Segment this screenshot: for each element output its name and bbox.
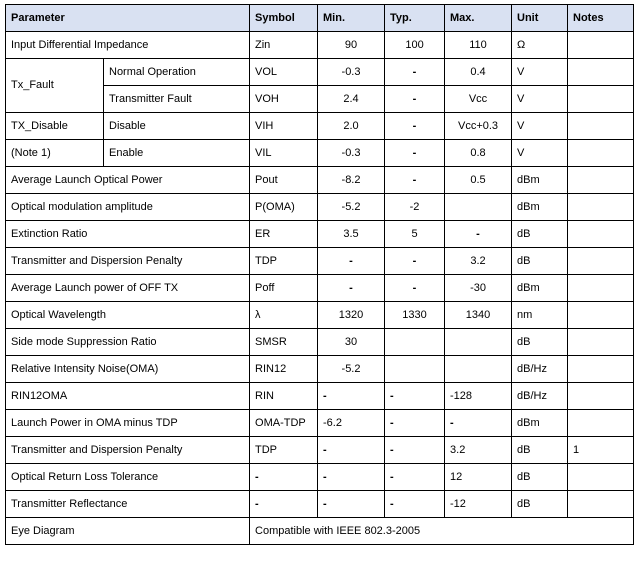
min-cell: -5.2 [318, 356, 385, 383]
parameter-cell: Transmitter Reflectance [6, 491, 250, 518]
unit-cell: V [512, 113, 568, 140]
min-cell: 90 [318, 32, 385, 59]
table-row [6, 248, 634, 275]
table-row [6, 437, 634, 464]
unit-cell: dB/Hz [512, 383, 568, 410]
max-cell: 3.2 [445, 437, 512, 464]
min-cell: 1320 [318, 302, 385, 329]
unit-cell: dB [512, 329, 568, 356]
symbol-cell: VIL [250, 140, 318, 167]
table-row [6, 491, 634, 518]
max-cell: 3.2 [445, 248, 512, 275]
parameter-cell: Average Launch Optical Power [6, 167, 250, 194]
unit-cell: dB [512, 491, 568, 518]
notes-cell [568, 383, 634, 410]
header-min: Min. [318, 5, 385, 32]
typ-cell: - [385, 59, 445, 86]
min-cell: -8.2 [318, 167, 385, 194]
table-row [6, 140, 634, 167]
parameter-cell: Optical Wavelength [6, 302, 250, 329]
parameter-cell: Transmitter and Dispersion Penalty [6, 248, 250, 275]
notes-cell [568, 194, 634, 221]
typ-cell: - [385, 275, 445, 302]
unit-cell: dB [512, 437, 568, 464]
symbol-cell: OMA-TDP [250, 410, 318, 437]
notes-cell [568, 491, 634, 518]
table-row [6, 194, 634, 221]
symbol-cell: RIN12 [250, 356, 318, 383]
max-cell: - [445, 410, 512, 437]
symbol-cell: RIN [250, 383, 318, 410]
header-notes: Notes [568, 5, 634, 32]
parameter-cell: Optical Return Loss Tolerance [6, 464, 250, 491]
min-cell: 3.5 [318, 221, 385, 248]
symbol-cell: ER [250, 221, 318, 248]
symbol-cell: SMSR [250, 329, 318, 356]
max-cell: Vcc+0.3 [445, 113, 512, 140]
min-cell: 2.0 [318, 113, 385, 140]
unit-cell: dB [512, 464, 568, 491]
typ-cell: - [385, 464, 445, 491]
min-cell: - [318, 437, 385, 464]
unit-cell: dBm [512, 410, 568, 437]
unit-cell: dB [512, 221, 568, 248]
parameter-cell: Eye Diagram [6, 518, 250, 545]
max-cell: 0.8 [445, 140, 512, 167]
typ-cell: - [385, 113, 445, 140]
min-cell: -6.2 [318, 410, 385, 437]
header-unit: Unit [512, 5, 568, 32]
parameter-cell: Optical modulation amplitude [6, 194, 250, 221]
notes-cell [568, 356, 634, 383]
symbol-cell: - [250, 464, 318, 491]
header-typ: Typ. [385, 5, 445, 32]
notes-cell [568, 302, 634, 329]
table-row [6, 356, 634, 383]
unit-cell: V [512, 140, 568, 167]
unit-cell: dB/Hz [512, 356, 568, 383]
min-cell: - [318, 275, 385, 302]
symbol-cell: Poff [250, 275, 318, 302]
max-cell: 0.5 [445, 167, 512, 194]
table-row [6, 113, 634, 140]
typ-cell: - [385, 491, 445, 518]
max-cell [445, 329, 512, 356]
unit-cell: dBm [512, 194, 568, 221]
typ-cell: - [385, 437, 445, 464]
table-row [6, 383, 634, 410]
table-row [6, 302, 634, 329]
unit-cell: nm [512, 302, 568, 329]
typ-cell: 1330 [385, 302, 445, 329]
typ-cell: - [385, 383, 445, 410]
symbol-cell: VOH [250, 86, 318, 113]
table-row [6, 464, 634, 491]
table-row [6, 329, 634, 356]
parameter-cell: Launch Power in OMA minus TDP [6, 410, 250, 437]
symbol-cell: Pout [250, 167, 318, 194]
notes-cell [568, 140, 634, 167]
header-symbol: Symbol [250, 5, 318, 32]
header-parameter: Parameter [6, 5, 250, 32]
table-row [6, 221, 634, 248]
notes-cell [568, 113, 634, 140]
symbol-cell: TDP [250, 437, 318, 464]
typ-cell: - [385, 86, 445, 113]
notes-cell [568, 167, 634, 194]
parameter-cell: Transmitter and Dispersion Penalty [6, 437, 250, 464]
symbol-cell: P(OMA) [250, 194, 318, 221]
symbol-cell: - [250, 491, 318, 518]
notes-cell [568, 464, 634, 491]
max-cell: Vcc [445, 86, 512, 113]
parameter-cell: Side mode Suppression Ratio [6, 329, 250, 356]
min-cell: - [318, 248, 385, 275]
condition-cell: Disable [104, 113, 250, 140]
min-cell: 30 [318, 329, 385, 356]
symbol-cell: Zin [250, 32, 318, 59]
unit-cell: V [512, 59, 568, 86]
typ-cell: - [385, 410, 445, 437]
max-cell: 110 [445, 32, 512, 59]
typ-cell: - [385, 140, 445, 167]
table-row [6, 32, 634, 59]
condition-cell: Normal Operation [104, 59, 250, 86]
min-cell: -0.3 [318, 59, 385, 86]
typ-cell: 5 [385, 221, 445, 248]
typ-cell: - [385, 248, 445, 275]
notes-cell [568, 86, 634, 113]
notes-cell [568, 221, 634, 248]
typ-cell: 100 [385, 32, 445, 59]
unit-cell: dBm [512, 167, 568, 194]
max-cell [445, 356, 512, 383]
min-cell: -0.3 [318, 140, 385, 167]
parameter-cell: Input Differential Impedance [6, 32, 250, 59]
notes-cell [568, 59, 634, 86]
symbol-cell: λ [250, 302, 318, 329]
unit-cell: V [512, 86, 568, 113]
symbol-cell: VOL [250, 59, 318, 86]
max-cell: 0.4 [445, 59, 512, 86]
symbol-cell: VIH [250, 113, 318, 140]
symbol-cell: TDP [250, 248, 318, 275]
max-cell: -128 [445, 383, 512, 410]
parameter-cell: Extinction Ratio [6, 221, 250, 248]
parameter-cell: RIN12OMA [6, 383, 250, 410]
parameter-cell: Average Launch power of OFF TX [6, 275, 250, 302]
header-max: Max. [445, 5, 512, 32]
unit-cell: Ω [512, 32, 568, 59]
table-row [6, 167, 634, 194]
min-cell: - [318, 383, 385, 410]
max-cell: 12 [445, 464, 512, 491]
notes-cell [568, 410, 634, 437]
unit-cell: dBm [512, 275, 568, 302]
typ-cell: -2 [385, 194, 445, 221]
table-row [6, 518, 634, 545]
parameter-cell: Relative Intensity Noise(OMA) [6, 356, 250, 383]
max-cell: -30 [445, 275, 512, 302]
notes-cell [568, 248, 634, 275]
min-cell: 2.4 [318, 86, 385, 113]
typ-cell: - [385, 167, 445, 194]
group-note-tx-disable: (Note 1) [6, 140, 104, 167]
table-row [6, 275, 634, 302]
typ-cell [385, 329, 445, 356]
min-cell: - [318, 491, 385, 518]
typ-cell [385, 356, 445, 383]
max-cell: - [445, 221, 512, 248]
group-label-tx-disable: TX_Disable [6, 113, 104, 140]
notes-cell [568, 329, 634, 356]
min-cell: -5.2 [318, 194, 385, 221]
notes-cell [568, 275, 634, 302]
condition-cell: Transmitter Fault [104, 86, 250, 113]
max-cell: 1340 [445, 302, 512, 329]
group-label-tx-fault: Tx_Fault [6, 59, 104, 113]
min-cell: - [318, 464, 385, 491]
notes-cell: 1 [568, 437, 634, 464]
eye-diagram-value: Compatible with IEEE 802.3-2005 [250, 518, 634, 545]
table-row [6, 59, 634, 86]
max-cell: -12 [445, 491, 512, 518]
unit-cell: dB [512, 248, 568, 275]
condition-cell: Enable [104, 140, 250, 167]
generic-rows [6, 167, 634, 518]
table-row [6, 410, 634, 437]
max-cell [445, 194, 512, 221]
spec-table [5, 4, 634, 545]
notes-cell [568, 32, 634, 59]
header-row [6, 5, 634, 32]
